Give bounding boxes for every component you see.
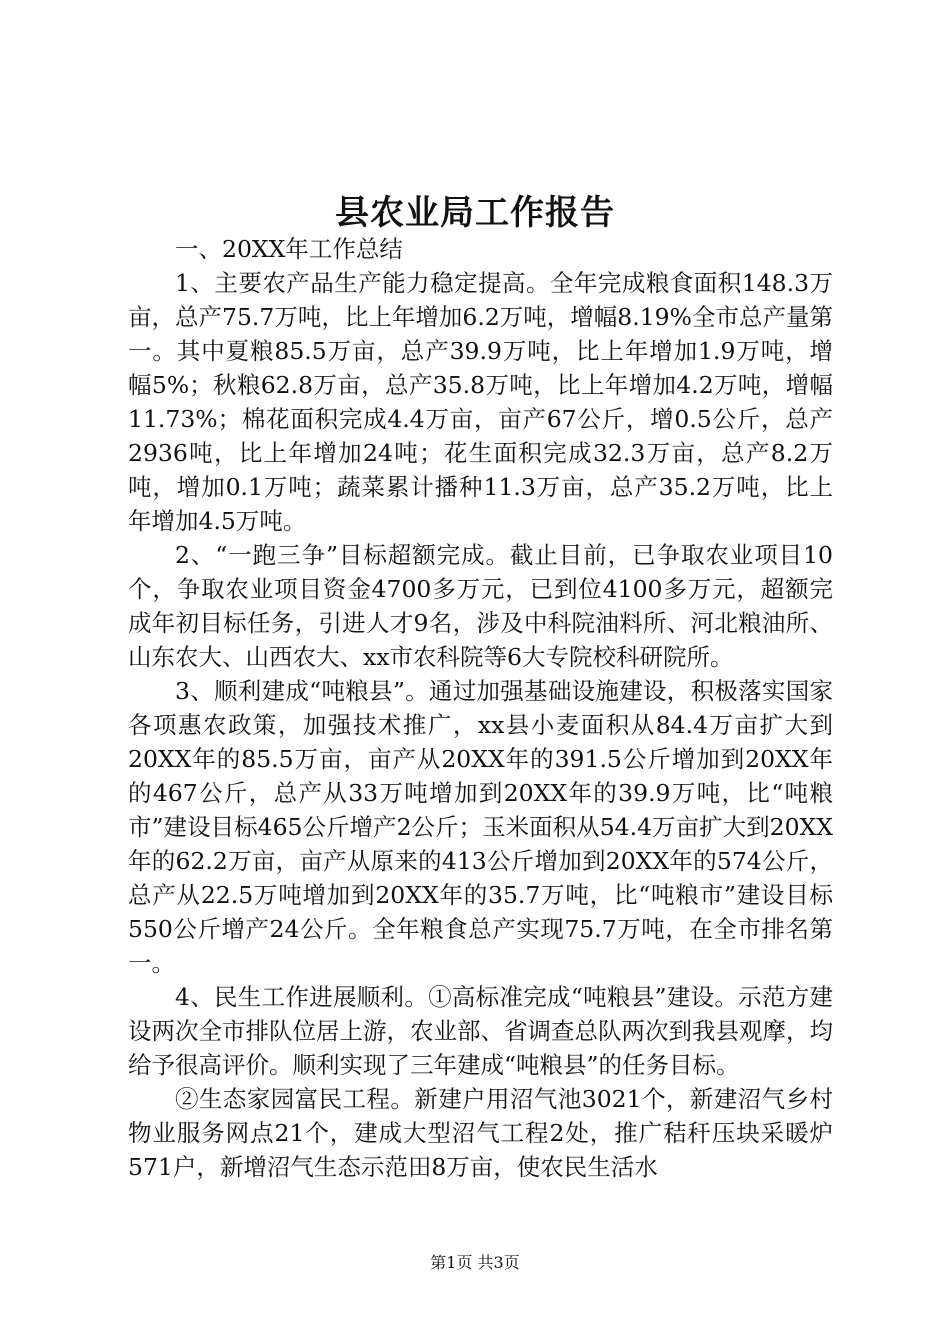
paragraph-1: 1、主要农产品生产能力稳定提高。全年完成粮食面积148.3万亩，总产75.7万吨，比上年增加6.2万吨，增幅8.19%全市总产量第一。其中夏粮85.5万亩，总产39.9万吨，比上年增加1.9万吨，增幅5%；秋粮62.8万亩，总产35.8万吨，比上年增加4.2万吨，增幅11.73%；棉花面积完成4.4万亩，亩产67公斤，增0.5公斤，总产2936吨，比上年增加24吨；花生面积完成32.3万亩，总产8.2万吨，增加0.1万吨；蔬菜累计播种11.3万亩，总产35.2万吨，比上年增加4.5万吨。 xyxy=(128,269,833,535)
document-title: 县农业局工作报告 xyxy=(335,193,615,233)
section-heading: 一、20XX年工作总结 xyxy=(175,235,403,263)
page-footer: 第1页 共3页 xyxy=(430,1253,520,1272)
paragraph-2: 2、“一跑三争”目标超额完成。截止目前，已争取农业项目10个，争取农业项目资金4700多万元，已到位4100多万元，超额完成年初目标任务，引进人才9名，涉及中科院油料所、河北粮油所、山东农大、山西农大、xx市农科院等6大专院校科研院所。 xyxy=(128,541,833,671)
paragraph-5: ②生态家园富民工程。新建户用沼气池3021个，新建沼气乡村物业服务网点21个，建成大型沼气工程2处，推广秸秆压块采暖炉571户，新增沼气生态示范田8万亩，使农民生活水 xyxy=(128,1085,833,1181)
document-body xyxy=(128,232,833,1184)
paragraph-3: 3、顺利建成“吨粮县”。通过加强基础设施建设，积极落实国家各项惠农政策，加强技术推广，xx县小麦面积从84.4万亩扩大到20XX年的85.5万亩，亩产从20XX年的391.5公斤增加到20XX年的467公斤，总产从33万吨增加到20XX年的39.9万吨，比“吨粮市”建设目标465公斤增产2公斤；玉米面积从54.4万亩扩大到20XX年的62.2万亩，亩产从原来的413公斤增加到20XX年的574公斤，总产从22.5万吨增加到20XX年的35.7万吨，比“吨粮市”建设目标550公斤增产24公斤。全年粮食总产实现75.7万吨，在全市排名第一。 xyxy=(128,677,833,977)
paragraph-4: 4、民生工作进展顺利。①高标准完成“吨粮县”建设。示范方建设两次全市排队位居上游，农业部、省调查总队两次到我县观摩，均给予很高评价。顺利实现了三年建成“吨粮县”的任务目标。 xyxy=(128,983,833,1079)
